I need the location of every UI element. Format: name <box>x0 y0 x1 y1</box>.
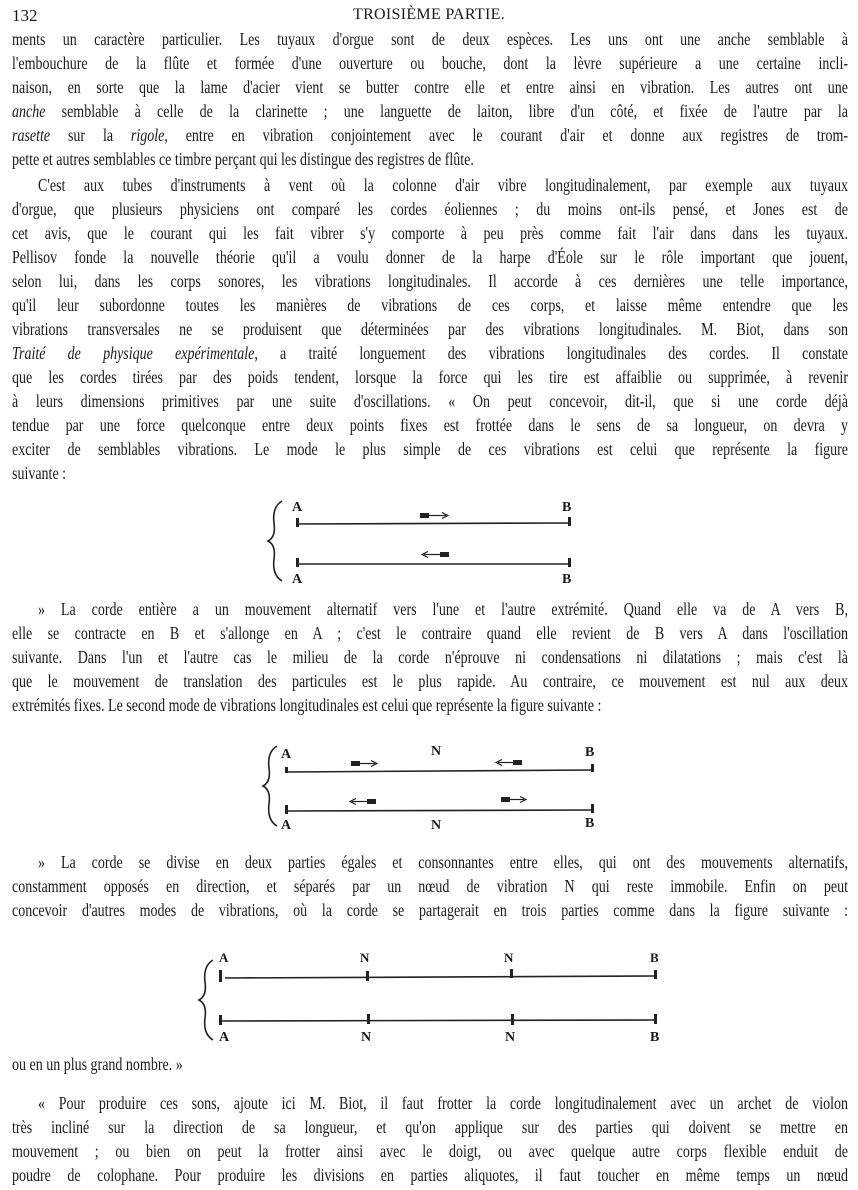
text-line: ments un caractère particulier. Les tuyaux d'orgue sont de deux espèces. Les uns ont une anche semblable à <box>12 29 848 49</box>
label-n: N <box>361 1030 372 1045</box>
label-b: B <box>650 950 659 965</box>
text-line: Pellisov fonde la nouvelle théorie qu'il a voulu donner de la harpe d'Éole sur le rôle important que jouent, <box>12 247 848 267</box>
label-n: N <box>431 818 442 833</box>
end-mark <box>285 767 288 773</box>
arrow-tail <box>367 799 376 804</box>
text-line: naison, en sorte que la lame d'acier vient se butter contre elle et entre ainsi en vibration. Les autres ont une <box>12 77 848 97</box>
text-line: très incliné sur la direction de sa longueur, et qu'on applique sur des parties qui doivent se mettre en <box>12 1117 848 1137</box>
node-mark <box>367 1014 370 1024</box>
label-n: N <box>431 744 442 759</box>
page-number: 132 <box>12 6 38 25</box>
text-line: Traité de physique expérimentale, a traité longuement des vibrations longitudinales des cordes. Il constate <box>12 343 848 363</box>
label-b: B <box>585 745 595 760</box>
end-mark <box>568 558 571 567</box>
end-mark <box>296 558 299 567</box>
label-b: B <box>585 816 595 831</box>
text-line: suivante : <box>12 463 67 483</box>
string-line <box>225 976 656 978</box>
text-line: poudre de colophane. Pour produire les divisions en parties aliquotes, il faut toucher en même temps un nœud <box>12 1165 848 1185</box>
book-title: Traité de physique expérimentale <box>12 343 255 363</box>
end-mark <box>219 1015 222 1025</box>
text-line: d'orgue, que plusieurs physiciens ont comparé les cordes éoliennes ; du moins ont-ils pensé, et Jones est de <box>12 199 848 219</box>
text-line: suivante. Dans l'un et l'autre cas le milieu de la corde n'éprouve ni condensations ni dilatations ; mais c'est là <box>12 647 848 667</box>
text-line: que le mouvement de translation des particules est le plus rapide. Au contraire, ce mouvement est nul aux deux <box>12 671 848 691</box>
text-line: » La corde entière a un mouvement alternatif vers l'une et l'autre extrémité. Quand elle va de A vers B, <box>38 599 848 619</box>
arrow-tail <box>351 761 360 766</box>
label-a: A <box>292 572 303 587</box>
label-b: B <box>562 572 572 587</box>
text-line: tendue par une force quelconque entre deux points fixes est frottée dans le sens de sa longueur, on devra y <box>12 415 848 435</box>
end-mark <box>219 970 222 982</box>
label-a: A <box>219 950 229 965</box>
end-mark <box>591 804 594 813</box>
running-head: TROISIÈME PARTIE. <box>353 6 505 23</box>
text-line: rasette sur la rigole, entre en vibration conjointement avec le courant d'air et donne aux registres de trom- <box>12 125 849 145</box>
arrow-tail <box>501 797 510 802</box>
end-mark <box>285 805 288 814</box>
string-line <box>287 770 593 772</box>
text-line: qu'il leur subordonne toutes les manières de vibrations de ces corps, et laisse même entendre que les <box>12 295 848 315</box>
string-line <box>220 1020 657 1021</box>
figure-1-vibration-mode <box>260 493 590 588</box>
text-line: mouvement ; ou bien on peut la frotter ainsi avec le doigt, ou avec quelque autre corps flexible enduit de <box>12 1141 848 1161</box>
text-line: » La corde se divise en deux parties égales et consonnantes entre elles, qui ont des mouvements alternatifs, <box>38 852 848 872</box>
text-line: ou en un plus grand nombre. » <box>12 1054 183 1074</box>
node-mark <box>510 969 513 978</box>
text-line: C'est aux tubes d'instruments à vent où la colonne d'air vibre longitudinalement, par exemple aux tuyaux <box>38 175 848 195</box>
arrow-tail <box>440 552 449 557</box>
node-mark <box>366 971 369 981</box>
text-line: concevoir d'autres modes de vibrations, où la corde se partagerait en trois parties comme dans la figure suivante : <box>12 900 848 920</box>
text-line: exciter de semblables vibrations. Le mode le plus simple de ces vibrations est celui que représente la figure <box>12 439 848 459</box>
text-line: cet avis, que le courant qui les fait vibrer s'y comporte à peu près comme fait l'air dans dans les tuyaux. <box>12 223 848 243</box>
label-n: N <box>504 950 514 965</box>
label-n: N <box>505 1030 516 1045</box>
page-header <box>0 4 858 26</box>
text-line: que les cordes tirées par des poids tendent, lorsque la force qui les tire est affaiblie ou supprimée, à revenir <box>12 367 848 387</box>
italic-term: anche <box>12 101 46 121</box>
text-line: à leurs dimensions primitives par une suite d'oscillations. « On peut concevoir, dit-il, que si une corde déjà <box>12 391 848 411</box>
end-mark <box>654 1014 657 1024</box>
node-mark <box>511 1014 514 1025</box>
label-a: A <box>281 818 292 833</box>
text-line: « Pour produire ces sons, ajoute ici M. Biot, il faut frotter la corde longitudinalement avec un archet de violon <box>38 1093 848 1113</box>
label-n: N <box>360 950 370 965</box>
label-a: A <box>281 747 292 762</box>
figure-2-vibration-mode <box>255 738 615 833</box>
text-line: l'embouchure de la flûte et formée d'une ouverture ou bouche, dont la lèvre supérieure a une certaine incli- <box>12 53 848 73</box>
brace <box>199 960 213 1040</box>
arrow-tail <box>420 513 429 518</box>
text-line: vibrations transversales ne se produisent que déterminées par des vibrations longitudinales. M. Biot, dans son <box>12 319 848 339</box>
string-line <box>287 810 593 811</box>
brace <box>268 501 282 581</box>
text-line: anche semblable à celle de la clarinette ; une languette de laiton, libre d'un côté, et fixée de l'autre par la <box>12 101 848 121</box>
label-a: A <box>292 500 303 515</box>
label-a: A <box>219 1030 230 1045</box>
end-mark <box>654 970 657 979</box>
italic-term: rigole <box>130 125 165 145</box>
text-line: constamment opposés en direction, et séparés par un nœud de vibration N qui reste immobile. Enfin on peut <box>12 876 848 896</box>
end-mark <box>296 518 299 527</box>
text-line: selon lui, dans les corps sonores, les vibrations longitudinales. Il accorde à ces dernières une telle importance, <box>12 271 848 291</box>
figure-3-vibration-mode <box>195 950 675 1045</box>
text-line: elle se contracte en B et s'allonge en A ; c'est le contraire quand elle revient de B vers A dans l'oscillation <box>12 623 848 643</box>
end-mark <box>568 517 571 526</box>
italic-term: rasette <box>12 125 51 145</box>
text-line: extrémités fixes. Le second mode de vibrations longitudinales est celui que représente la figure suivante : <box>12 695 602 715</box>
text-line: pette et autres semblables ce timbre perçant qui les distingue des registres de flûte. <box>12 149 474 169</box>
label-b: B <box>650 1030 660 1045</box>
brace <box>263 746 277 826</box>
arrow-tail <box>513 760 522 765</box>
end-mark <box>591 764 594 772</box>
string-line <box>298 523 570 524</box>
label-b: B <box>562 500 572 515</box>
